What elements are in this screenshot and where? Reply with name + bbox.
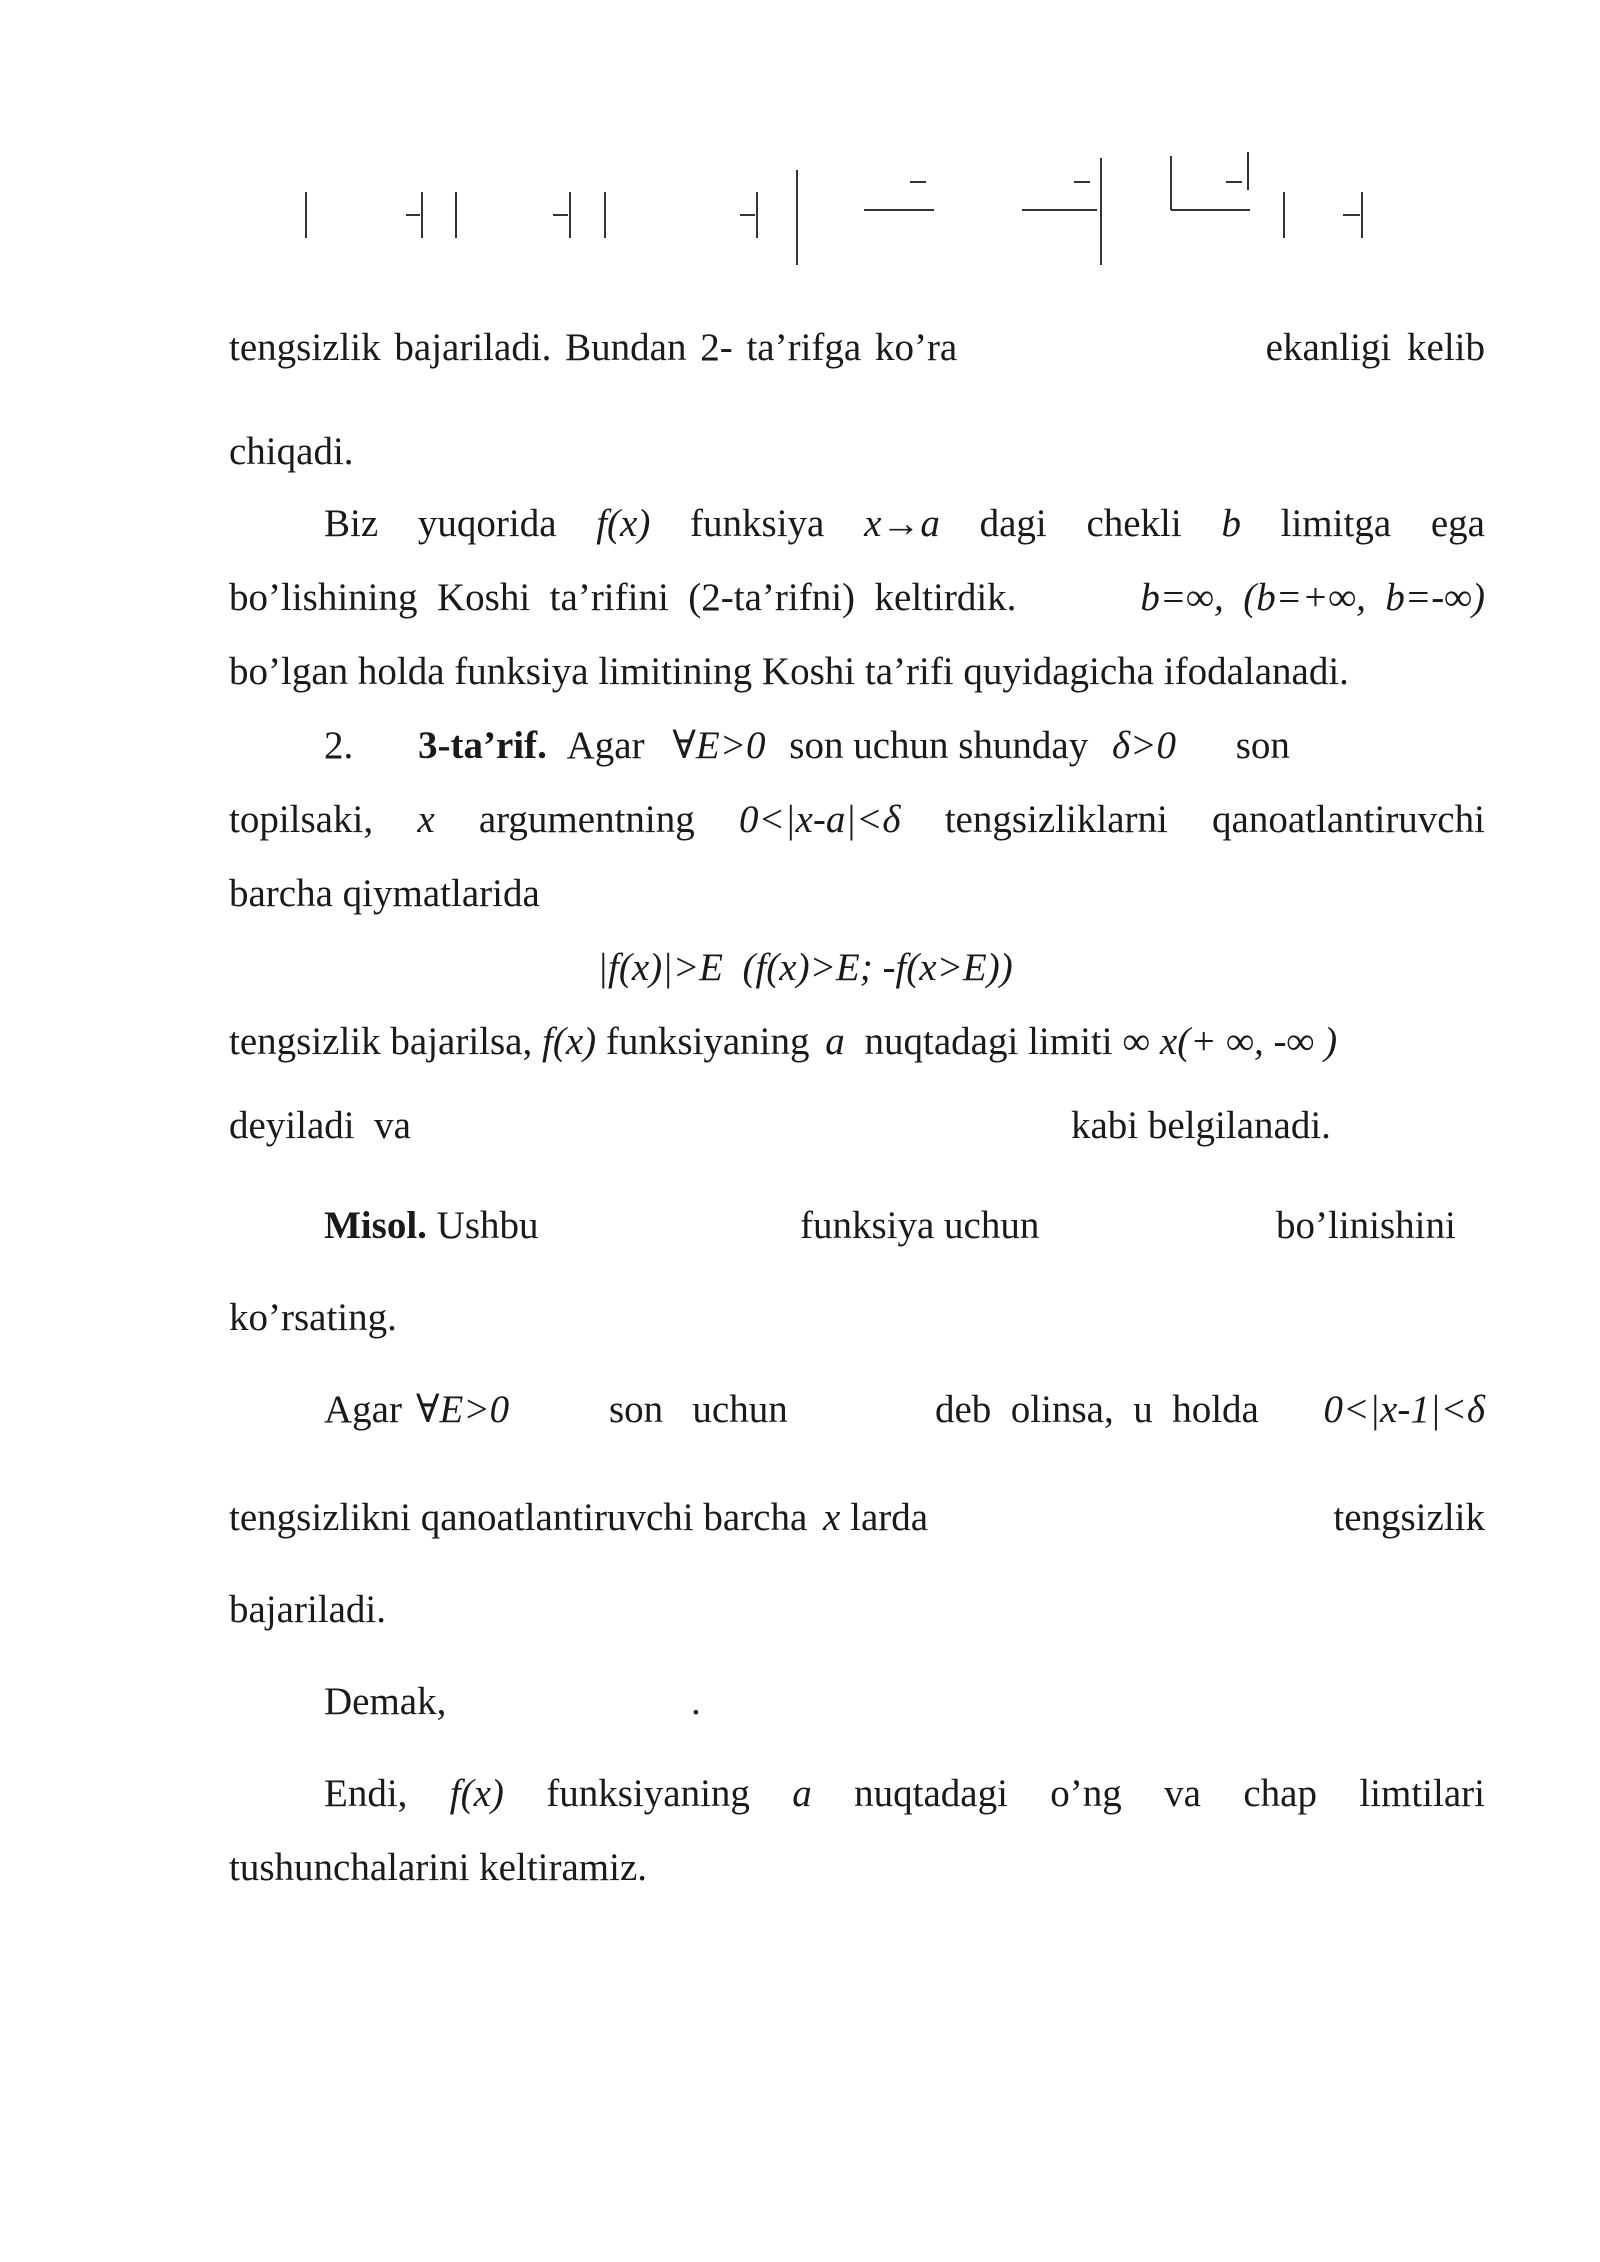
math-interval: 0<|x-a|<δ	[738, 798, 901, 841]
math-fx: f(x)	[596, 502, 651, 545]
text-line-4	[229, 574, 1485, 622]
word: tengsizlik	[1333, 1496, 1485, 1539]
math-delta: δ>0	[1112, 724, 1176, 767]
math-a: a	[792, 1772, 812, 1815]
text: deb olinsa, u holda	[935, 1388, 1259, 1431]
math-x: x	[417, 798, 435, 841]
word: funksiya	[690, 502, 825, 545]
text-line-12	[229, 1294, 1485, 1342]
word: argumentning	[478, 798, 695, 841]
word: qanoatlantiruvchi	[1212, 798, 1485, 841]
word: Ushbu	[436, 1204, 539, 1247]
text: tushunchalarini keltiramiz.	[229, 1846, 648, 1889]
math-b: b	[1221, 502, 1241, 545]
text: ko’rsating.	[229, 1296, 397, 1339]
word: Agar	[324, 1388, 402, 1431]
math-a: a	[825, 1020, 845, 1063]
text: tengsizlikni qanoatlantiruvchi barcha	[229, 1496, 808, 1539]
word: Biz	[324, 502, 379, 545]
text: barcha qiymatlarida	[229, 872, 540, 915]
math-fx: f(x)	[542, 1020, 597, 1063]
word: chap	[1243, 1772, 1317, 1815]
math-x: x	[823, 1496, 841, 1539]
math-x-infinity: x(+ ∞, -∞ )	[1159, 1020, 1338, 1063]
text-line-9	[229, 1018, 1485, 1066]
word: tengsizliklarni	[944, 798, 1168, 841]
punctuation: .	[691, 1680, 701, 1723]
word: Endi,	[324, 1772, 408, 1815]
word: larda	[850, 1496, 929, 1539]
formula-fragment-top	[0, 140, 1600, 280]
word: limtilari	[1359, 1772, 1485, 1815]
formula: |f(x)|>E (f(x)>E; -f(x>E))	[597, 946, 1013, 989]
definition-label: 3-ta’rif.	[418, 724, 547, 767]
text: bajariladi.	[229, 1588, 387, 1631]
text: kabi belgilanadi.	[1071, 1104, 1331, 1147]
list-number: 2.	[324, 724, 354, 767]
text: tengsizlik bajariladi. Bundan 2- ta’rifga ko’ra	[229, 326, 958, 369]
word: ega	[1430, 502, 1485, 545]
example-label: Misol.	[324, 1204, 427, 1247]
text: bo’lgan holda funksiya limitining Koshi ta’rifi quyidagicha ifodalanadi.	[229, 650, 1349, 693]
text-line-15	[229, 1586, 1485, 1634]
word: nuqtadagi	[854, 1772, 1008, 1815]
text-line-7	[229, 796, 1485, 844]
text-line-3	[324, 500, 1485, 548]
word: son	[1235, 724, 1290, 767]
math-b-infinity: b=∞, (b=+∞, b=-∞)	[1140, 576, 1485, 619]
word: bo’linishini	[1276, 1204, 1456, 1247]
text-line-8	[229, 870, 1485, 918]
word: Agar	[566, 724, 645, 767]
word: yuqorida	[417, 502, 557, 545]
word: va	[1164, 1772, 1201, 1815]
text: funksiya uchun	[800, 1204, 1040, 1247]
word: chekli	[1086, 502, 1182, 545]
text-line-2	[229, 428, 1485, 476]
math-interval: 0<|x-1|<δ	[1323, 1388, 1485, 1431]
word: funksiyaning	[605, 1020, 810, 1063]
word: o’ng	[1050, 1772, 1122, 1815]
text: chiqadi.	[229, 430, 354, 473]
centered-formula	[0, 944, 1600, 992]
text: son uchun shunday	[789, 724, 1089, 767]
math-fx: f(x)	[449, 1772, 504, 1815]
math-x-to-a: x→a	[864, 502, 940, 545]
text: tengsizlik bajarilsa,	[229, 1020, 533, 1063]
text: ekanligi kelib	[1265, 326, 1485, 369]
text-line-17	[324, 1770, 1485, 1818]
word: Demak,	[324, 1680, 447, 1723]
text: son uchun	[609, 1388, 788, 1431]
math-forall-e: ∀E>0	[672, 724, 766, 767]
math-forall-e: ∀E>0	[416, 1388, 510, 1431]
text: nuqtadagi limiti ∞	[864, 1020, 1151, 1063]
text-line-5	[229, 648, 1485, 696]
text: deyiladi va	[229, 1104, 411, 1147]
text: bo’lishining Koshi ta’rifini (2-ta’rifni) keltirdik.	[229, 576, 1017, 619]
word: dagi	[979, 502, 1047, 545]
word: limitga	[1280, 502, 1392, 545]
word: funksiyaning	[546, 1772, 750, 1815]
word: topilsaki,	[229, 798, 374, 841]
text-line-18	[229, 1844, 1485, 1892]
